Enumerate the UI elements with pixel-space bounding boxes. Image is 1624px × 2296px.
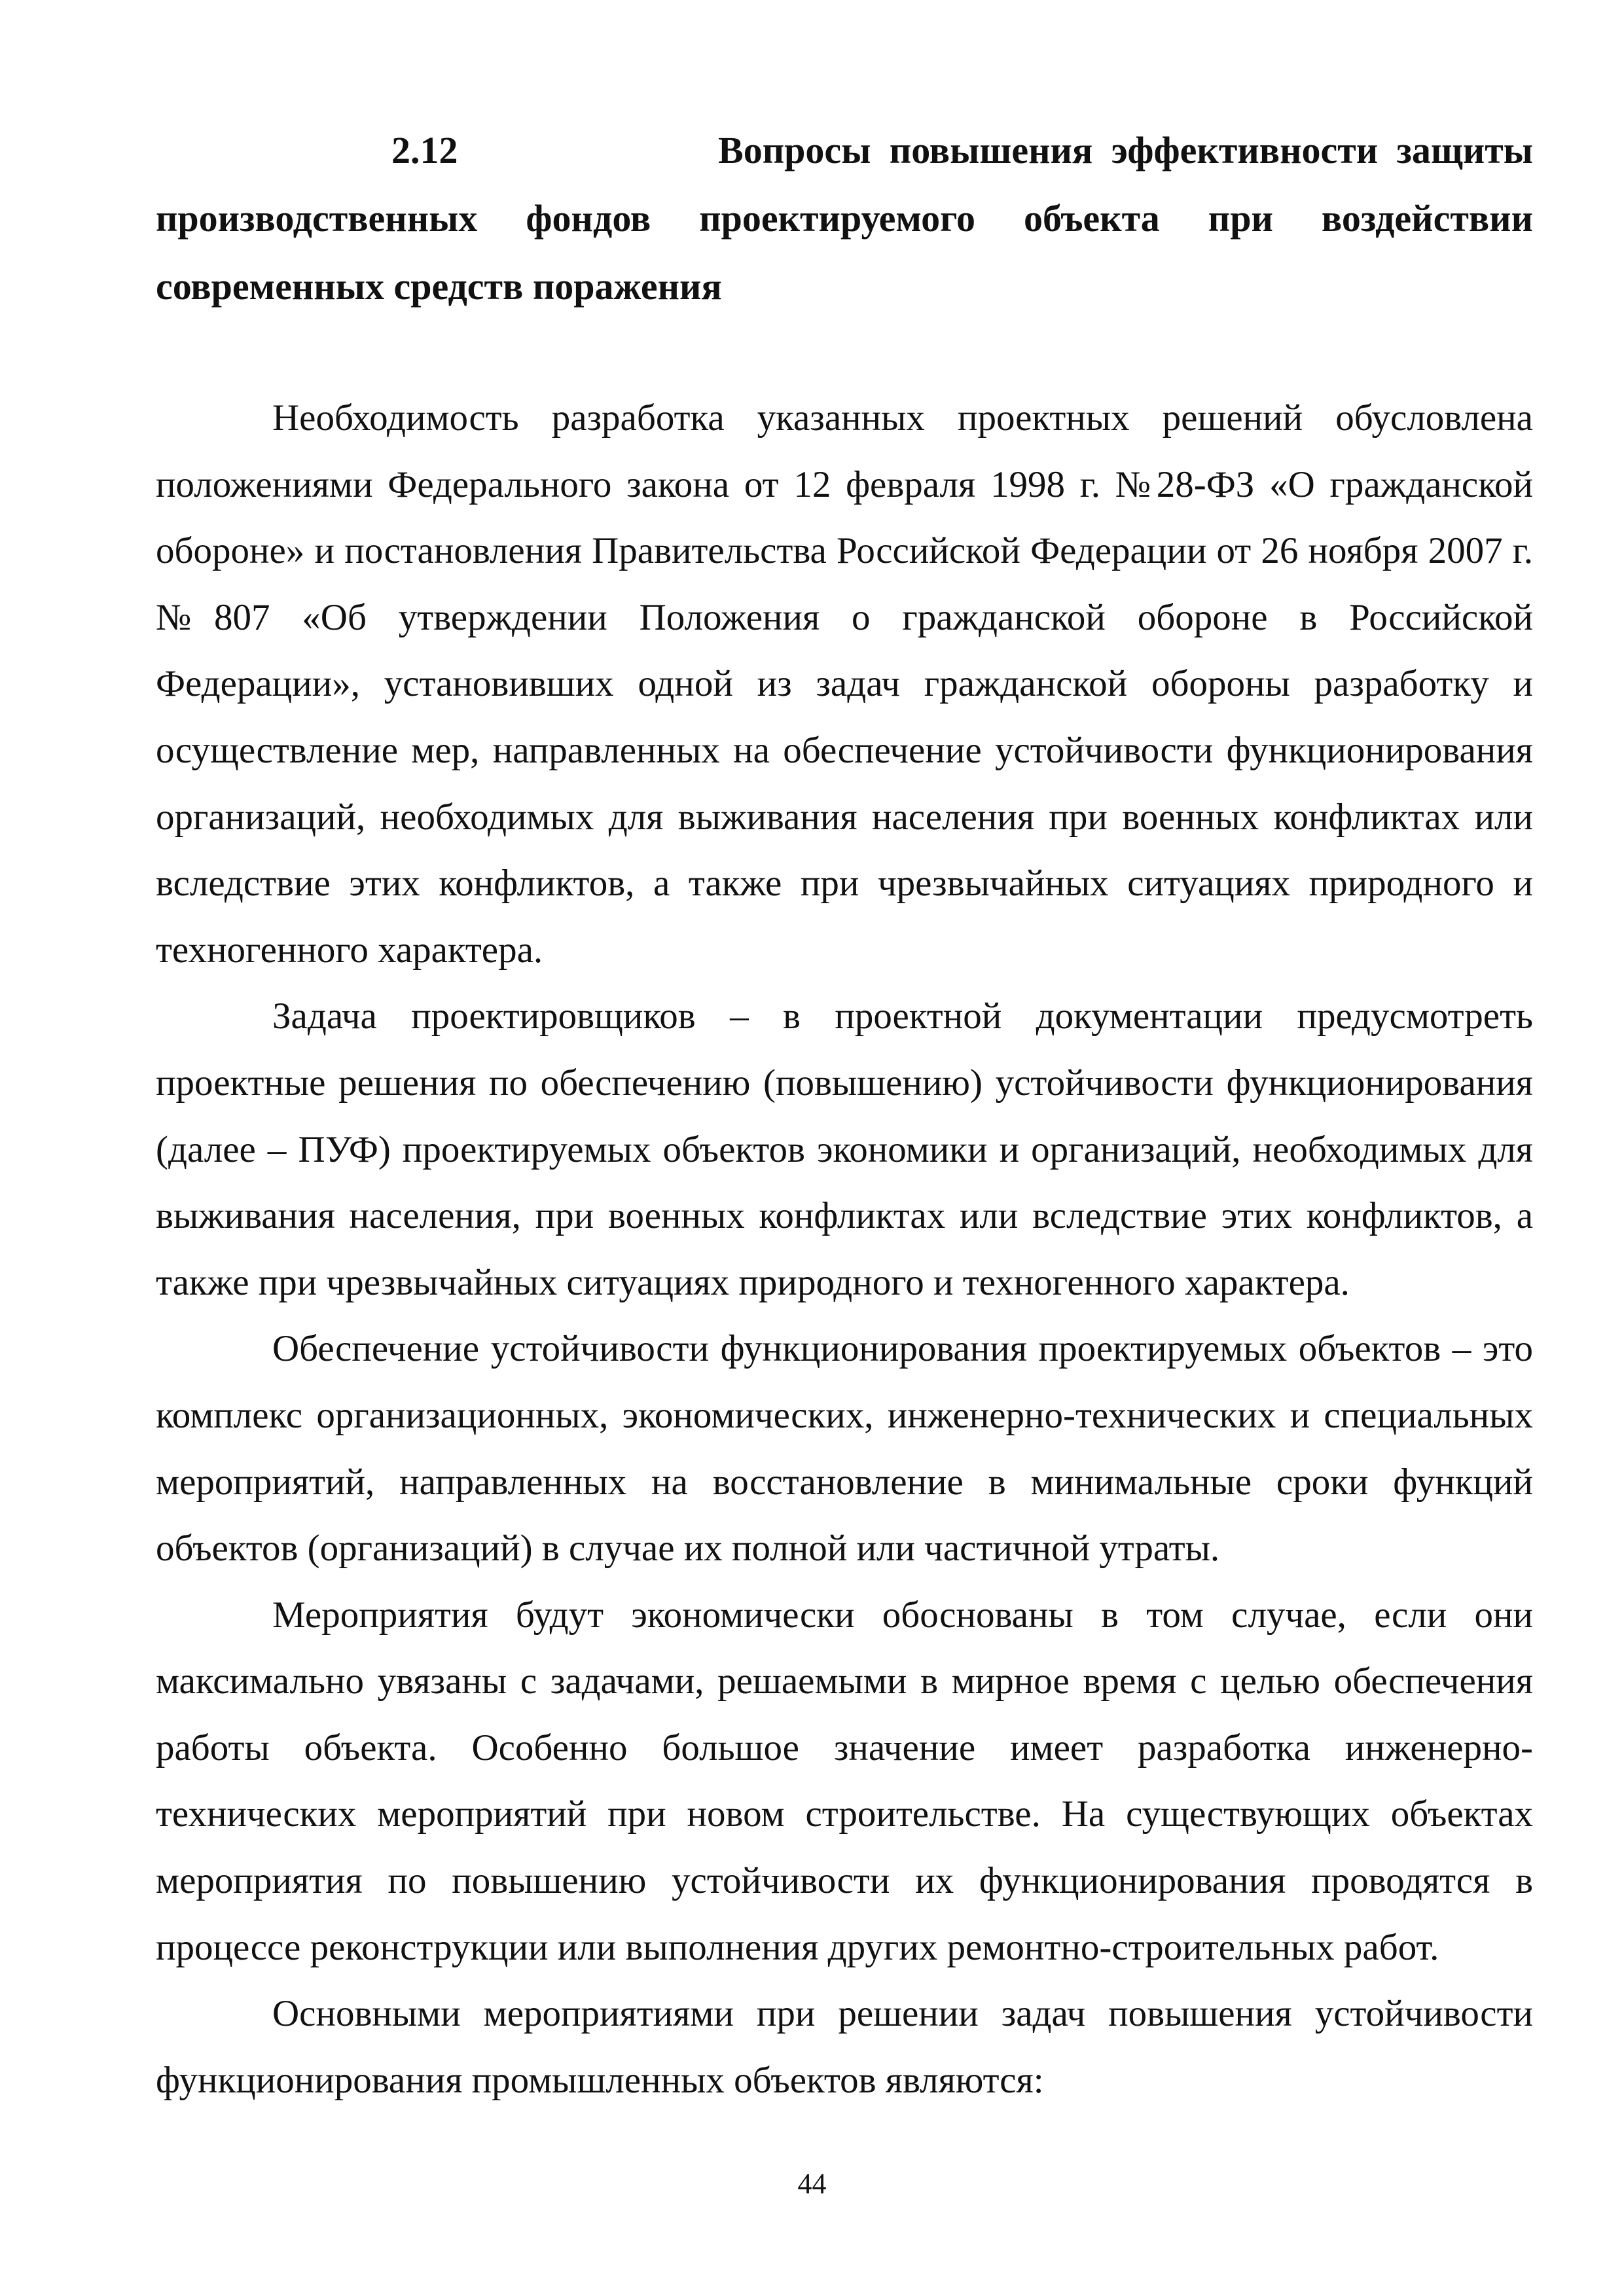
body-text [156,385,1533,2113]
paragraph: Основными мероприятиями при решении задач повышения устойчивости функционирования промышленных объектов являются: [156,1993,1533,2101]
section-heading [156,117,1533,321]
paragraph: Обеспечение устойчивости функционирования проектируемых объектов – это комплекс организационных, экономических, инженерно-технических и специальных мероприятий, направленных на восстановление в минимальные сроки функций объектов (организаций) в случае их полной или частичной утраты. [156,1328,1533,1570]
heading-gap [458,129,719,171]
paragraph: Необходимость разработка указанных проектных решений обусловлена положениями Федерального закона от 12 февраля 1998 г. №28-ФЗ «О гражданской обороне» и постановления Правительства Российской Федерации от 26 ноября 2007 г. №807 «Об утверждении Положения о гражданской обороне в Российской Федерации», установивших одной из задач гражданской обороны разработку и осуществление мер, направленных на обеспечение устойчивости функционирования организаций, необходимых для выживания населения при военных конфликтах или вследствие этих конфликтов, а также при чрезвычайных ситуациях природного и техногенного характера. [156,397,1533,971]
paragraph: Задача проектировщиков – в проектной документации предусмотреть проектные решения по обеспечению (повышению) устойчивости функционирования (далее – ПУФ) проектируемых объектов экономики и организаций, необходимых для выживания населения, при военных конфликтах или вследствие этих конфликтов, а также при чрезвычайных ситуациях природного и техногенного характера. [156,996,1533,1303]
page-content [156,117,1533,2113]
paragraph: Мероприятия будут экономически обоснованы в том случае, если они максимально увязаны с задачами, решаемыми в мирное время с целью обеспечения работы объекта. Особенно большое значение имеет разработка инженерно-технических мероприятий при новом строительстве. На существующих объектах мероприятия по повышению устойчивости их функционирования проводятся в процессе реконструкции или выполнения других ремонтно-строительных работ. [156,1594,1533,1968]
section-title: Вопросы повышения эффективности защиты производственных фондов проектируемого объекта при воздействии современных средств поражения [156,129,1533,308]
page-number: 44 [797,2168,827,2200]
section-number: 2.12 [391,129,458,171]
